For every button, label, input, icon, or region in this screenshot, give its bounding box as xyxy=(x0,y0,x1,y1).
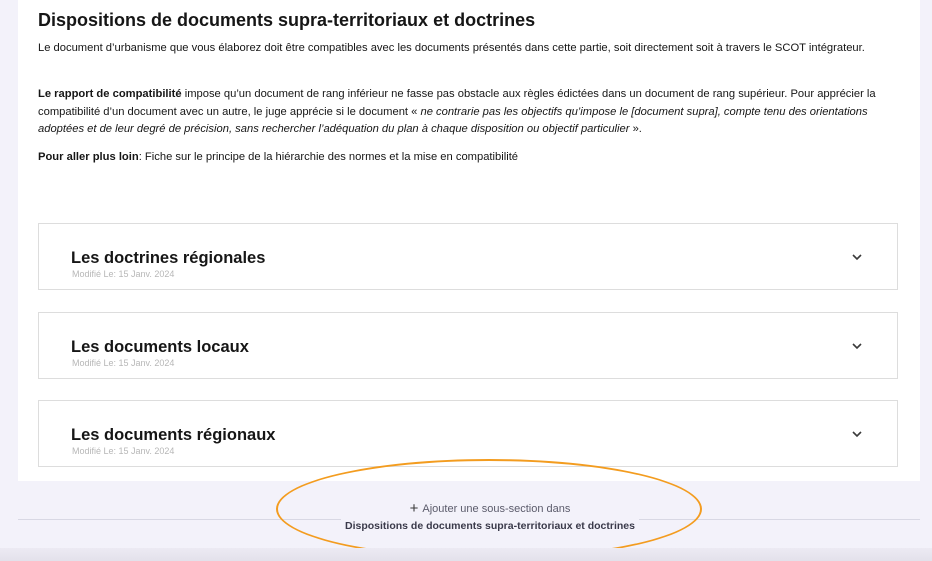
compatibility-end: ». xyxy=(629,123,642,135)
section-card xyxy=(18,0,920,481)
accordion-documents-locaux[interactable] xyxy=(38,312,898,379)
page-bottom xyxy=(0,548,932,561)
modified-date: Modifié Le: 15 Janv. 2024 xyxy=(72,358,175,368)
compatibility-text: impose qu’un document de rang inférieur ne fasse pas obstacle aux règles édictées dans un document de rang supérieur. Pour apprécier la compatibilité d’un document avec un autre, le juge apprécie si le document « xyxy=(38,88,876,118)
add-subsection-text: Ajouter une sous-section dans xyxy=(422,503,571,515)
accordion-title: Les documents régionaux xyxy=(71,426,276,444)
plus-icon: + xyxy=(409,500,419,517)
further-text: : Fiche sur le principe de la hiérarchie des normes et la mise en compatibilité xyxy=(138,151,519,163)
add-subsection-button[interactable] xyxy=(280,498,700,548)
accordion-title: Les documents locaux xyxy=(71,338,249,356)
chevron-down-icon[interactable] xyxy=(851,340,863,352)
intro-paragraph: Le document d’urbanisme que vous élaborez doit être compatibles avec les documents présentés dans cette partie, soit directement soit à travers le SCOT intégrateur. xyxy=(38,42,865,54)
further-paragraph xyxy=(38,149,898,167)
compatibility-paragraph xyxy=(38,86,898,139)
chevron-down-icon[interactable] xyxy=(851,428,863,440)
accordion-title: Les doctrines régionales xyxy=(71,249,266,267)
add-subsection-label xyxy=(280,500,700,518)
chevron-down-icon[interactable] xyxy=(851,251,863,263)
modified-date: Modifié Le: 15 Janv. 2024 xyxy=(72,446,175,456)
compatibility-bold: Le rapport de compatibilité xyxy=(38,88,182,100)
accordion-documents-regionaux[interactable] xyxy=(38,400,898,467)
section-title: Dispositions de documents supra-territoriaux et doctrines xyxy=(38,10,536,30)
further-bold: Pour aller plus loin xyxy=(38,151,139,163)
modified-date: Modifié Le: 15 Janv. 2024 xyxy=(72,269,175,279)
add-subsection-target: Dispositions de documents supra-territoriaux et doctrines xyxy=(341,518,639,534)
accordion-doctrines-regionales[interactable] xyxy=(38,223,898,290)
compatibility-quote: ne contrarie pas les objectifs qu’impose le [document supra], compte tenu des orientations adoptées et de leur degré de précision, sans rechercher l’adéquation du plan à chaque disposition ou objectif particulier xyxy=(38,105,868,135)
